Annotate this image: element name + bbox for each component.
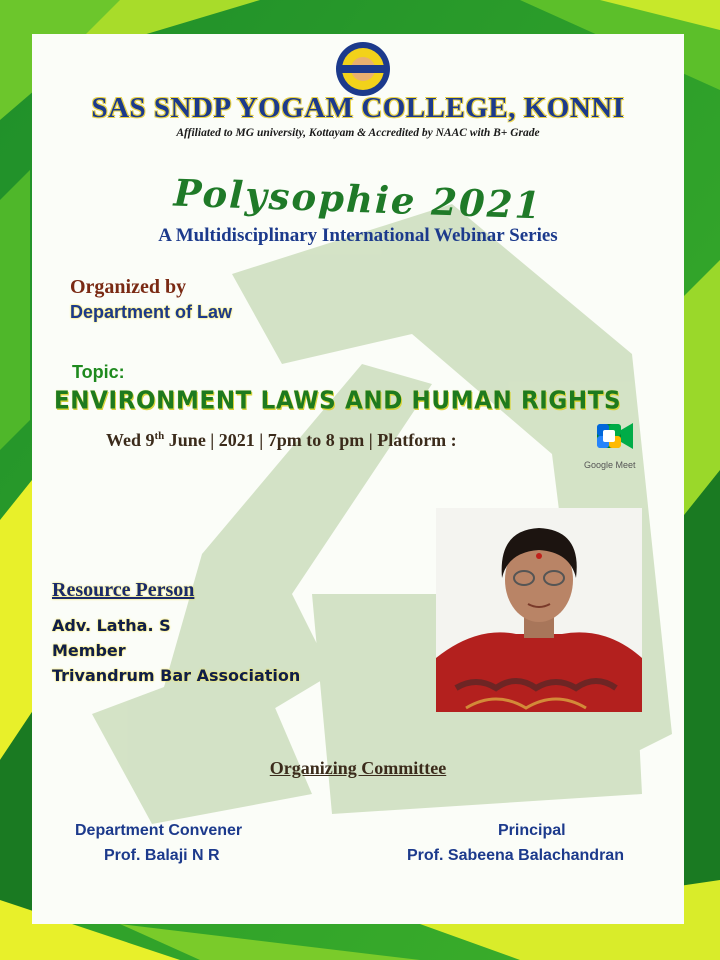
resource-person-affiliation: Trivandrum Bar Association: [52, 666, 301, 685]
resource-person-photo: [436, 508, 642, 712]
college-name: SAS SNDP YOGAM COLLEGE, KONNI: [91, 92, 625, 124]
event-subtitle: A Multidisciplinary International Webinar Series: [158, 225, 558, 246]
google-meet-icon: [595, 420, 635, 452]
organizer-department: Department of Law: [70, 302, 233, 322]
resource-person-name: Adv. Latha. S: [52, 616, 171, 635]
tree-figure-illustration: [32, 34, 684, 924]
event-title: Polysophie 2021: [172, 170, 544, 228]
resource-person-role: Member: [52, 641, 126, 660]
resource-person-heading: Resource Person: [52, 579, 195, 601]
topic-title: ENVIRONMENT LAWS AND HUMAN RIGHTS: [54, 386, 622, 416]
schedule-day: Wed 9: [106, 430, 155, 450]
affiliation-text: Affiliated to MG university, Kottayam & Accredited by NAAC with B+ Grade: [176, 127, 540, 139]
topic-label: Topic:: [72, 362, 125, 382]
principal-name: Prof. Sabeena Balachandran: [407, 847, 624, 864]
schedule-day-suffix: th: [154, 430, 165, 442]
schedule-details: June | 2021 | 7pm to 8 pm | Platform :: [164, 430, 457, 450]
principal-label: Principal: [498, 822, 566, 839]
convener-label: Department Convener: [75, 822, 243, 839]
google-meet-label: Google Meet: [584, 460, 636, 470]
convener-name: Prof. Balaji N R: [104, 847, 220, 864]
organized-by-label: Organized by: [70, 276, 187, 298]
poster-card: [32, 34, 684, 924]
committee-heading: Organizing Committee: [269, 758, 447, 778]
college-logo: [334, 40, 392, 98]
schedule-line: [106, 430, 457, 451]
